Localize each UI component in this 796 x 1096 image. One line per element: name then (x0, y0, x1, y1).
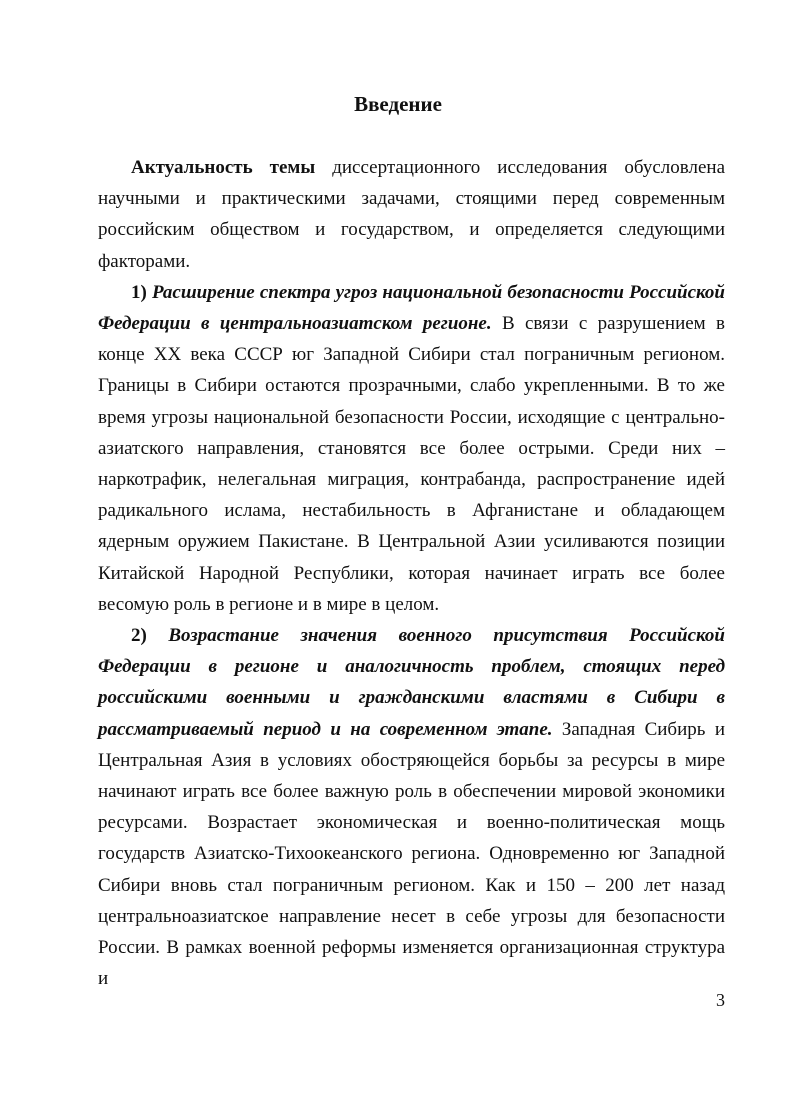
page-title: Введение (354, 92, 442, 116)
paragraph-intro (98, 152, 725, 277)
intro-text: диссертационного исследования обусловлена научными и практическими задачами, стоящими перед современным российским обществом и государством, и определяется следующими факторами. (98, 157, 726, 272)
factor1-number: 1) (131, 281, 152, 303)
factor2-number: 2) (131, 625, 169, 647)
paragraph-factor-2 (98, 620, 725, 994)
intro-lead: Актуальность темы (131, 157, 316, 178)
factor1-heading: Расширение спектра угроз национальной безопасности Российской Федерации в центральноазиатском регионе. (98, 281, 725, 335)
factor1-text: В связи с разрушением в конце XX века СССР юг Западной Сибири стал пограничным регионом. Границы в Сибири остаются прозрачными, слабо укрепленными. В то же время угрозы национальной безопасности России, исходящие с центрально-азиатского направления, становятся все более острыми. Среди них – наркотрафик, нелегальная миграция, контрабанда, распространение идей радикального ислама, нестабильность в Афганистане и обладающем ядерным оружием Пакистане. В Центральной Азии усиливаются позиции Китайской Народной Республики, которая начинает играть все более весомую роль в регионе и в мире в целом. (98, 313, 726, 615)
paragraph-factor-1 (98, 277, 725, 620)
page-number: 3 (716, 990, 725, 1010)
factor2-heading: Возрастание значения военного присутствия Российской Федерации в регионе и аналогичность проблем, стоящих перед российскими военными и гражданскими властями в Сибири в рассматриваемый период и на современном этапе. (98, 625, 725, 740)
factor2-text: Западная Сибирь и Центральная Азия в условиях обостряющейся борьбы за ресурсы в мире начинают играть все более важную роль в обеспечении мировой экономики ресурсами. Возрастает экономическая и военно-политическая мощь государств Азиатско-Тихоокеанского региона. Одновременно юг Западной Сибири вновь стал пограничным регионом. Как и 150 – 200 лет назад центральноазиатское направление несет в себе угрозы для безопасности России. В рамках военной реформы изменяется организационная структура и (98, 718, 725, 990)
body-text (98, 152, 725, 994)
